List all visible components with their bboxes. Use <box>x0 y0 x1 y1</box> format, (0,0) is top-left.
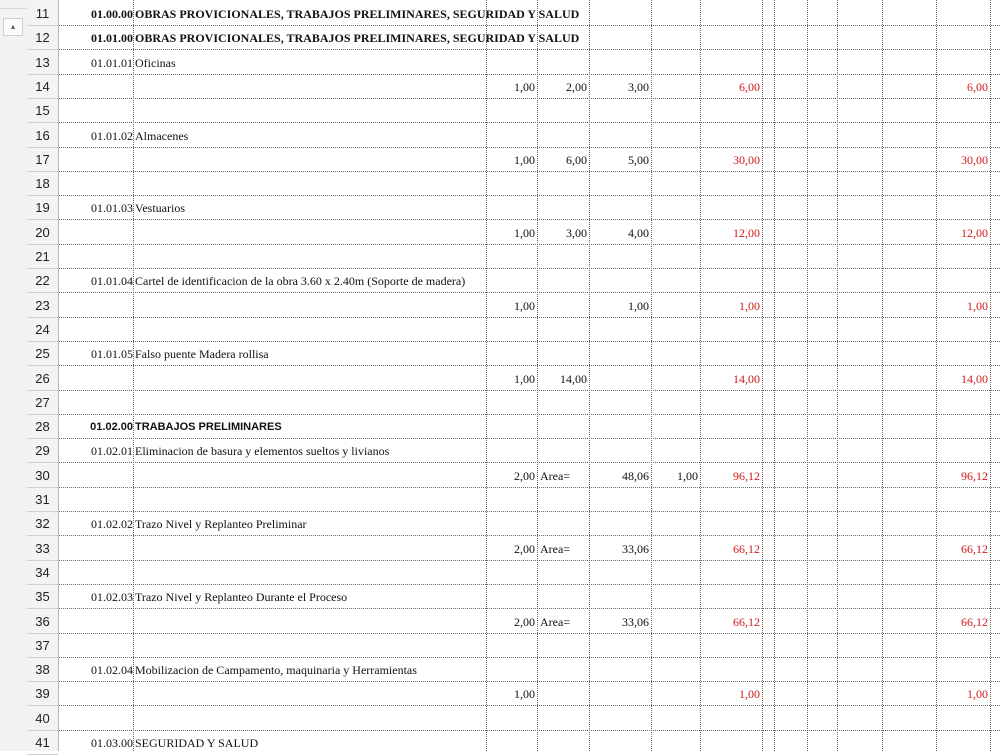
item-code[interactable]: 01.02.03 <box>91 590 133 604</box>
row-number[interactable]: 31 <box>27 488 58 512</box>
sheet-row[interactable] <box>59 99 1000 123</box>
row-number[interactable]: 11 <box>27 2 58 26</box>
row-number[interactable]: 35 <box>27 585 58 609</box>
item-description[interactable]: Almacenes <box>135 129 189 143</box>
sheet-row[interactable] <box>59 318 1000 342</box>
item-description[interactable]: Vestuarios <box>135 201 185 215</box>
row-number[interactable]: 26 <box>27 367 58 391</box>
sheet-row[interactable] <box>59 2 1000 26</box>
partial-value-cell[interactable]: 1,00 <box>739 299 760 313</box>
item-description[interactable]: Falso puente Madera rollisa <box>135 347 269 361</box>
measure-cell[interactable]: 1,00 <box>514 687 535 701</box>
row-number[interactable]: 17 <box>27 148 58 172</box>
row-number[interactable]: 15 <box>27 99 58 123</box>
sheet-row[interactable] <box>59 585 1000 609</box>
sheet-row[interactable] <box>59 221 1000 245</box>
row-number[interactable]: 13 <box>27 51 58 75</box>
measure-cell[interactable]: 6,00 <box>566 153 587 167</box>
partial-value-cell[interactable]: 12,00 <box>733 226 760 240</box>
row-number[interactable]: 36 <box>27 610 58 634</box>
partial-value-cell[interactable]: 96,12 <box>733 469 760 483</box>
row-number[interactable]: 28 <box>27 415 58 439</box>
row-number[interactable]: 18 <box>27 172 58 196</box>
item-description[interactable]: Trazo Nivel y Replanteo Durante el Proceso <box>135 590 348 604</box>
measure-cell[interactable]: 2,00 <box>514 542 535 556</box>
item-code[interactable]: 01.02.01 <box>91 444 133 458</box>
measure-cell[interactable]: 1,00 <box>514 80 535 94</box>
measure-cell[interactable]: 33,06 <box>622 615 649 629</box>
sheet-row[interactable] <box>59 464 1000 488</box>
measure-cell[interactable]: 2,00 <box>514 469 535 483</box>
outline-bar <box>0 0 28 751</box>
sheet-row[interactable] <box>59 561 1000 585</box>
row-number[interactable]: 34 <box>27 561 58 585</box>
item-code[interactable]: 01.03.00 <box>91 736 133 750</box>
area-label[interactable]: Area= <box>540 615 571 629</box>
item-code[interactable]: 01.01.00 <box>91 31 133 45</box>
row-number[interactable]: 32 <box>27 512 58 536</box>
partial-value-cell[interactable]: 1,00 <box>739 687 760 701</box>
sheet-row[interactable] <box>59 415 1000 439</box>
measure-cell[interactable]: 4,00 <box>628 226 649 240</box>
item-description[interactable]: TRABAJOS PRELIMINARES <box>135 421 282 433</box>
item-code[interactable]: 01.02.00 <box>90 421 133 433</box>
item-description[interactable]: Eliminacion de basura y elementos sueltos y livianos <box>135 444 390 458</box>
area-label[interactable]: Area= <box>540 542 571 556</box>
row-number[interactable]: 14 <box>27 75 58 99</box>
total-value-cell[interactable]: 6,00 <box>967 80 988 94</box>
measure-cell[interactable]: 1,00 <box>514 226 535 240</box>
sheet-row[interactable] <box>59 367 1000 391</box>
item-description[interactable]: Mobilizacion de Campamento, maquinaria y Herramientas <box>135 663 417 677</box>
row-number[interactable]: 33 <box>27 537 58 561</box>
sheet-row[interactable] <box>59 634 1000 658</box>
item-description[interactable]: SEGURIDAD Y SALUD <box>135 736 259 750</box>
row-number[interactable]: 27 <box>27 391 58 415</box>
sheet-row[interactable] <box>59 148 1000 172</box>
partial-value-cell[interactable]: 6,00 <box>739 80 760 94</box>
row-number[interactable]: 24 <box>27 318 58 342</box>
item-code[interactable]: 01.00.00 <box>91 7 133 21</box>
row-number[interactable]: 23 <box>27 294 58 318</box>
sheet-row[interactable] <box>59 172 1000 196</box>
sheet-row[interactable] <box>59 26 1000 50</box>
item-code[interactable]: 01.01.05 <box>91 347 133 361</box>
measure-cell[interactable]: 3,00 <box>628 80 649 94</box>
sheet-row[interactable] <box>59 51 1000 75</box>
partial-value-cell[interactable]: 30,00 <box>733 153 760 167</box>
partial-value-cell[interactable]: 66,12 <box>733 615 760 629</box>
sheet-row[interactable] <box>59 245 1000 269</box>
sheet-row[interactable] <box>59 682 1000 706</box>
measure-cell[interactable]: 14,00 <box>560 372 587 386</box>
total-value-cell[interactable]: 66,12 <box>961 542 988 556</box>
row-number[interactable]: 30 <box>27 464 58 488</box>
measure-cell[interactable]: 2,00 <box>566 80 587 94</box>
row-number[interactable]: 37 <box>27 634 58 658</box>
row-number[interactable]: 38 <box>27 658 58 682</box>
row-number[interactable]: 40 <box>27 707 58 731</box>
measure-cell[interactable]: 1,00 <box>628 299 649 313</box>
total-value-cell[interactable]: 1,00 <box>967 687 988 701</box>
item-code[interactable]: 01.01.04 <box>91 274 133 288</box>
total-value-cell[interactable]: 66,12 <box>961 615 988 629</box>
sheet-row[interactable] <box>59 707 1000 731</box>
sheet-row[interactable] <box>59 731 1000 751</box>
row-number[interactable]: 29 <box>27 439 58 463</box>
sheet-row[interactable] <box>59 537 1000 561</box>
sheet-row[interactable] <box>59 610 1000 634</box>
measure-cell[interactable]: 1,00 <box>677 469 698 483</box>
total-value-cell[interactable]: 14,00 <box>961 372 988 386</box>
item-description[interactable]: Oficinas <box>135 56 176 70</box>
partial-value-cell[interactable]: 14,00 <box>733 372 760 386</box>
sheet-row[interactable] <box>59 391 1000 415</box>
item-description[interactable]: OBRAS PROVICIONALES, TRABAJOS PRELIMINARES, SEGURIDAD Y SALUD <box>135 7 580 21</box>
item-code[interactable]: 01.01.03 <box>91 201 133 215</box>
measure-cell[interactable]: 33,06 <box>622 542 649 556</box>
item-code[interactable]: 01.02.04 <box>91 663 133 677</box>
measure-cell[interactable]: 3,00 <box>566 226 587 240</box>
row-number[interactable]: 12 <box>27 26 58 50</box>
partial-value-cell[interactable]: 66,12 <box>733 542 760 556</box>
sheet-grid <box>59 0 1000 751</box>
measure-cell[interactable]: 1,00 <box>514 372 535 386</box>
item-code[interactable]: 01.01.01 <box>91 56 133 70</box>
sheet-row[interactable] <box>59 75 1000 99</box>
sheet-row[interactable] <box>59 342 1000 366</box>
row-number[interactable]: 16 <box>27 124 58 148</box>
row-number[interactable]: 19 <box>27 196 58 220</box>
total-value-cell[interactable]: 12,00 <box>961 226 988 240</box>
row-number[interactable]: 21 <box>27 245 58 269</box>
row-number[interactable]: 39 <box>27 682 58 706</box>
row-number[interactable]: 20 <box>27 221 58 245</box>
sheet-row[interactable] <box>59 294 1000 318</box>
sheet-row[interactable] <box>59 658 1000 682</box>
row-number[interactable]: 25 <box>27 342 58 366</box>
row-headers <box>27 0 59 751</box>
measure-cell[interactable]: 1,00 <box>514 299 535 313</box>
total-value-cell[interactable]: 30,00 <box>961 153 988 167</box>
measure-cell[interactable]: 2,00 <box>514 615 535 629</box>
sheet-row[interactable] <box>59 124 1000 148</box>
measure-cell[interactable]: 5,00 <box>628 153 649 167</box>
measure-cell[interactable]: 1,00 <box>514 153 535 167</box>
row-number[interactable]: 22 <box>27 269 58 293</box>
item-description[interactable]: Cartel de identificacion de la obra 3.60 x 2.40m (Soporte de madera) <box>135 274 466 288</box>
outline-divider <box>0 8 27 9</box>
item-code[interactable]: 01.02.02 <box>91 517 133 531</box>
sheet-row[interactable] <box>59 269 1000 293</box>
measure-cell[interactable]: 48,06 <box>622 469 649 483</box>
item-description[interactable]: Trazo Nivel y Replanteo Preliminar <box>135 517 307 531</box>
total-value-cell[interactable]: 1,00 <box>967 299 988 313</box>
collapse-button[interactable]: ▴ <box>3 18 23 36</box>
sheet-row[interactable] <box>59 488 1000 512</box>
item-code[interactable]: 01.01.02 <box>91 129 133 143</box>
area-label[interactable]: Area= <box>540 469 571 483</box>
sheet-row[interactable] <box>59 196 1000 220</box>
sheet-row[interactable] <box>59 439 1000 463</box>
total-value-cell[interactable]: 96,12 <box>961 469 988 483</box>
sheet-row[interactable] <box>59 512 1000 536</box>
item-description[interactable]: OBRAS PROVICIONALES, TRABAJOS PRELIMINARES, SEGURIDAD Y SALUD <box>135 31 580 45</box>
row-number[interactable]: 41 <box>27 731 58 755</box>
